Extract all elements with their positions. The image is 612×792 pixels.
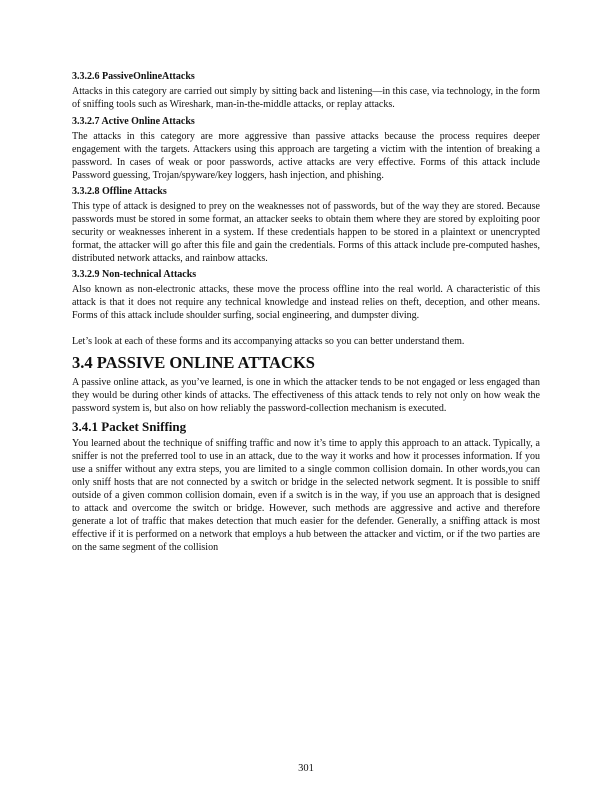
paragraph-offline-attacks: This type of attack is designed to prey on the weaknesses not of passwords, but of the way they are stored. Because passwords must be stored in some format, an attacker seeks to obtain them where they are stored by exploiting poor security or weaknesses inherent in a system. If these credentials happen to be stored in a plaintext or unencrypted format, the attacker will go after this file and gain the credentials. Forms of this attack include pre-computed hashes, distributed network attacks, and rainbow attacks. bbox=[72, 201, 540, 264]
heading-3-3-2-9: 3.3.2.9 Non-technical Attacks bbox=[72, 269, 197, 280]
paragraph-passive-online-attacks: Attacks in this category are carried out simply by sitting back and listening—in this case, via technology, in the form of sniffing tools such as Wireshark, man-in-the-middle attacks, or replay attacks. bbox=[72, 86, 540, 110]
page-content bbox=[72, 70, 540, 557]
paragraph-non-technical-attacks: Also known as non-electronic attacks, these move the process offline into the real world. A characteristic of this attack is that it does not require any technical knowledge and instead relies on theft, deception, and other means. Forms of this attack include shoulder surfing, social engineering, and dumpster diving. bbox=[72, 284, 540, 321]
paragraph-active-online-attacks: The attacks in this category are more aggressive than passive attacks because the process requires deeper engagement with the targets. Attackers using this approach are targeting a victim with the intention of breaking a password. In cases of weak or poor passwords, active attacks are very effective. Forms of this attack include Password guessing, Trojan/spyware/key loggers, hash injection, and phishing. bbox=[72, 131, 540, 181]
spacer bbox=[72, 325, 540, 335]
heading-3-3-2-7: 3.3.2.7 Active Online Attacks bbox=[72, 116, 195, 127]
page-number: 301 bbox=[298, 763, 314, 774]
heading-3-4: 3.4 PASSIVE ONLINE ATTACKS bbox=[72, 353, 315, 372]
heading-3-3-2-8: 3.3.2.8 Offline Attacks bbox=[72, 186, 167, 197]
paragraph-transition: Let’s look at each of these forms and its accompanying attacks so you can better understand them. bbox=[72, 336, 465, 347]
paragraph-packet-sniffing: You learned about the technique of sniffing traffic and now it’s time to apply this approach to an attack. Typically, a sniffer is not the preferred tool to use in an attack, due to the way it works and how it processes information. If you use a sniffer without any extra steps, you are limited to a single common collision domain. In other words,you can only sniff hosts that are not connected by a switch or bridge in the selected network segment. It is possible to sniff outside of a given common collision domain, even if a switch is in the way, if you use an approach that is designed to attack and overcome the switch or bridge. However, such methods are aggressive and active and therefore generate a lot of traffic that makes detection that much easier for the defender. Generally, a sniffing attack is most effective if it is performed on a network that employs a hub between the attacker and victim, or if the two parties are on the same segment of the collision bbox=[72, 438, 540, 553]
paragraph-passive-online-attacks-intro: A passive online attack, as you’ve learned, is one in which the attacker tends to be not engaged or less engaged than they would be during other kinds of attacks. The effectiveness of this attack tends to rely not only on how weak the password system is, but also on how reliably the password-collection mechanism is executed. bbox=[72, 377, 540, 414]
heading-3-3-2-6: 3.3.2.6 PassiveOnlineAttacks bbox=[72, 71, 195, 82]
heading-3-4-1: 3.4.1 Packet Sniffing bbox=[72, 419, 187, 434]
